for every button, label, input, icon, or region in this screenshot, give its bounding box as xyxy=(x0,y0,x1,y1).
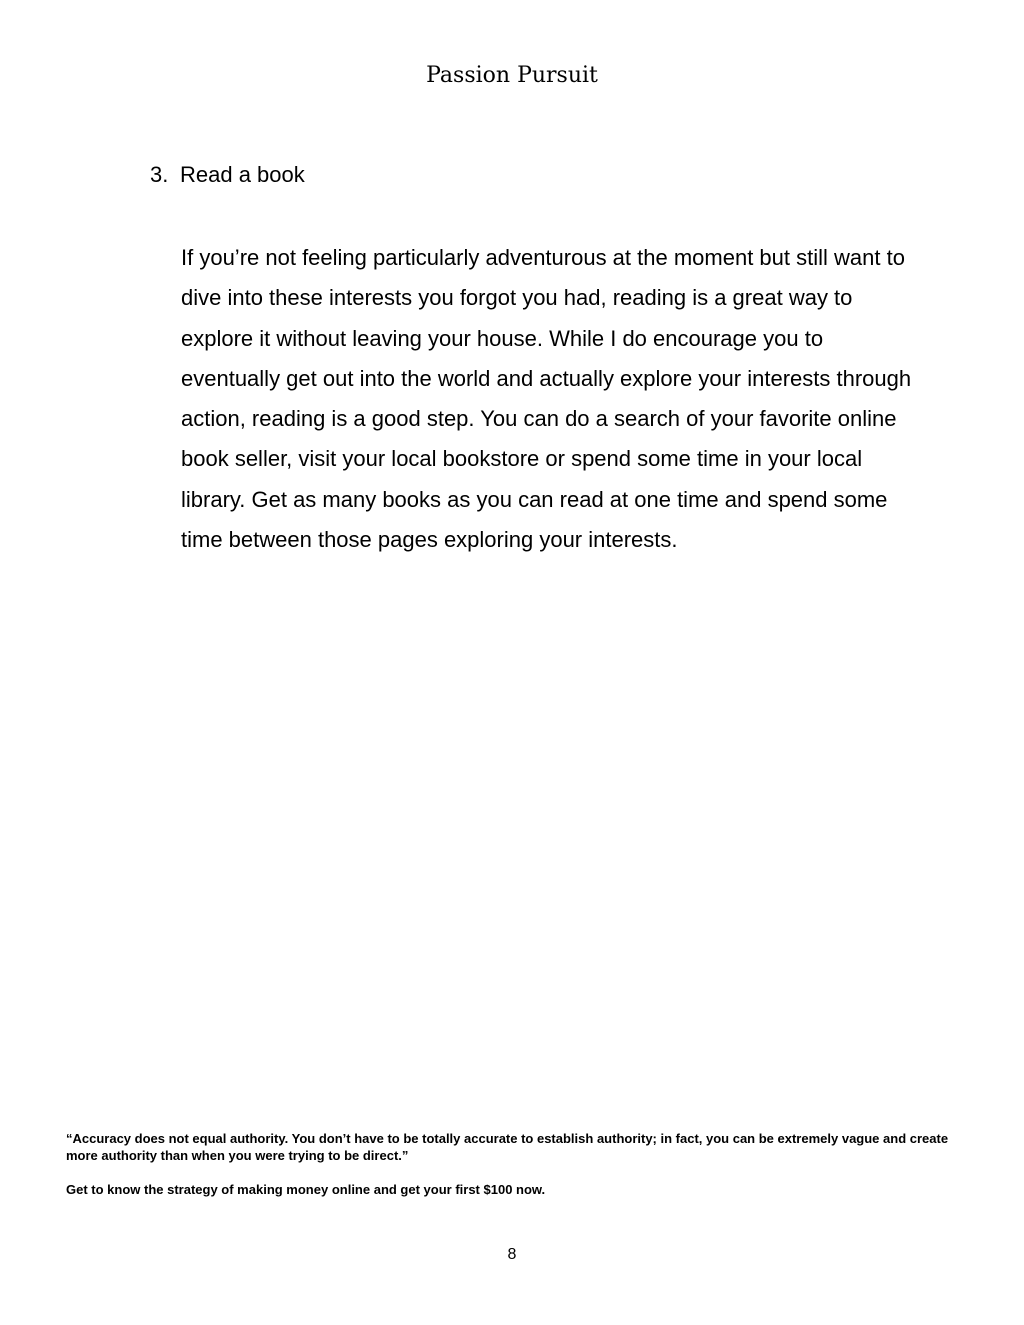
section-title: Read a book xyxy=(180,162,305,187)
page-header xyxy=(0,60,1024,92)
footer-call-to-action: Get to know the strategy of making money online and get your first $100 now. xyxy=(66,1182,546,1197)
footer-quote: “Accuracy does not equal authority. You don’t have to be totally accurate to establish authority; in fact, you can be extremely vague and create more authority than when you were trying to be direct.” xyxy=(66,1131,949,1163)
section-heading xyxy=(150,158,930,192)
page-footer xyxy=(66,1130,958,1198)
numbered-section xyxy=(150,158,930,192)
section-body: If you’re not feeling particularly adventurous at the moment but still want to dive into these interests you forgot you had, reading is a great way to explore it without leaving your house. While I do encourage you to eventually get out into the world and actually explore your interests through action, reading is a good step. You can do a search of your favorite online book seller, visit your local bookstore or spend some time in your local library. Get as many books as you can read at one time and spend some time between those pages exploring your interests. xyxy=(181,245,912,553)
page-number: 8 xyxy=(507,1246,517,1263)
header-title: Passion Pursuit xyxy=(426,63,598,88)
section-number: 3. xyxy=(150,162,169,187)
